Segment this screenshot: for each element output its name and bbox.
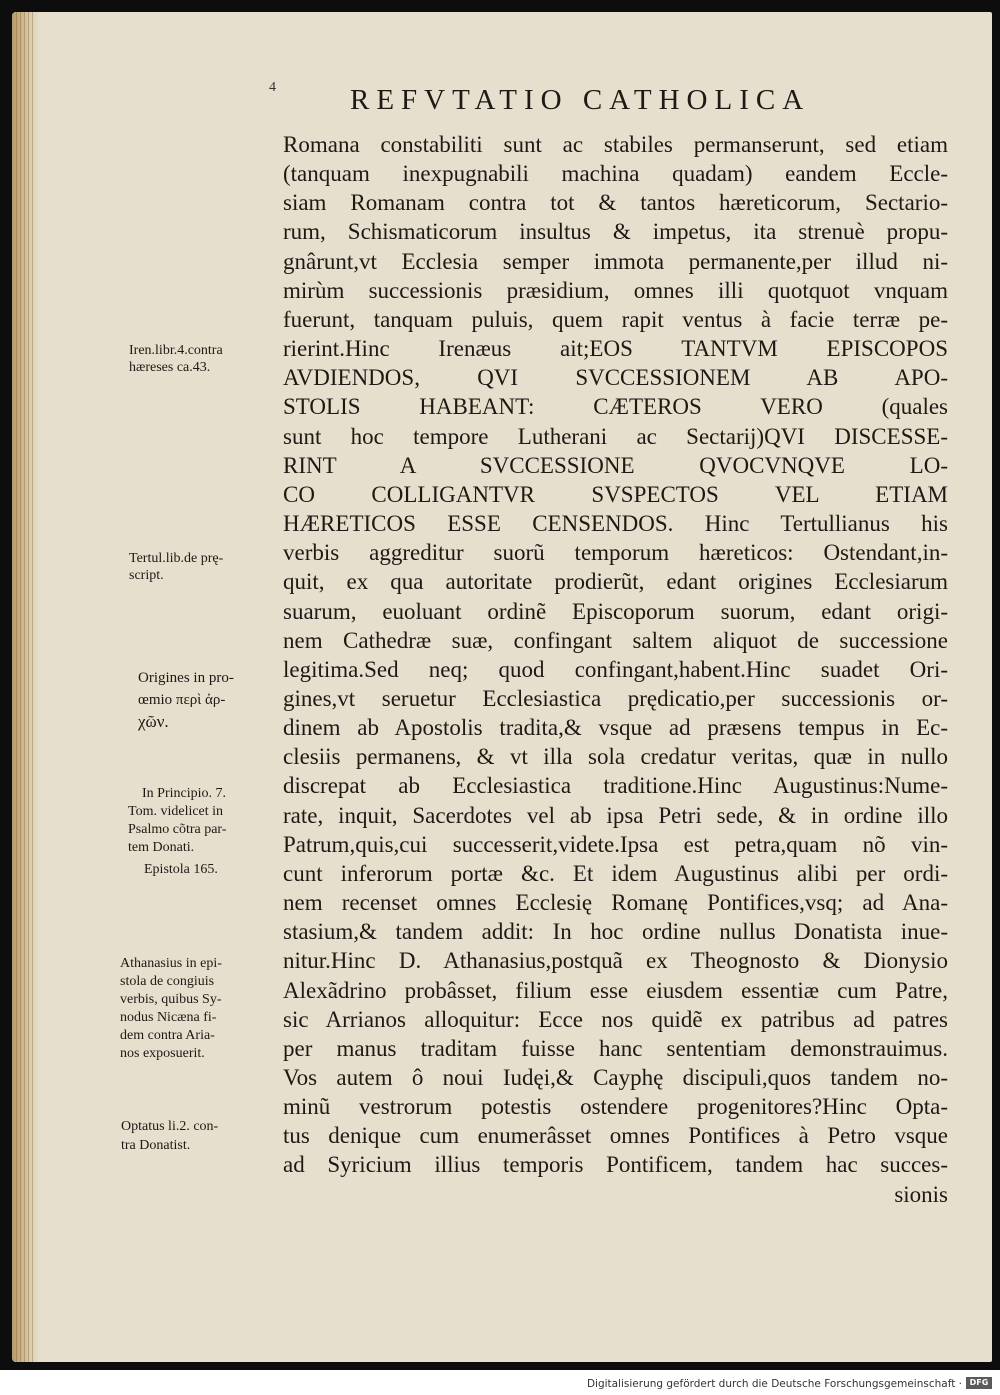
body-line: nitur.Hinc D. Athanasius,postquã ex Theognosto & Dionysio — [283, 948, 948, 974]
body-line: Patrum,quis,cui successerit,videte.Ipsa est petra,quam nõ vin- — [283, 831, 948, 857]
funding-credit: Digitalisierung gefördert durch die Deutsche Forschungsgemeinschaft · — [586, 1378, 962, 1390]
note-line: Optatus li.2. con- — [121, 1119, 219, 1134]
body-line: Vos autem ô noui Iudęi,& Cayphę discipuli,quos tandem no- — [283, 1065, 948, 1090]
body-line: verbis aggreditur suorũ temporum hæreticos: Ostendant,in- — [283, 540, 948, 566]
note-line: In Principio. 7. — [142, 786, 226, 801]
main-text-block — [283, 130, 948, 1209]
body-line: AVDIENDOS, QVI SVCCESSIONEM AB APO- — [283, 365, 948, 391]
body-line: cunt inferorum portæ &c. Et idem Augustinus alibi per ordi- — [283, 860, 948, 886]
note-line: nodus Nicæna fi- — [120, 1010, 217, 1025]
body-line: nem recenset omnes Ecclesię Romanę Pontifices,vsq; ad Ana- — [283, 890, 948, 916]
body-line: nem Cathedræ suæ, confingant saltem aliquot de successione — [283, 627, 948, 653]
body-line: discrepat ab Ecclesiastica traditione.Hinc Augustinus:Nume- — [283, 773, 948, 799]
note-line: nos exposuerit. — [120, 1046, 205, 1061]
note-line: verbis, quibus Sy- — [120, 992, 222, 1007]
running-head: REFVTATIO CATHOLICA — [350, 84, 811, 116]
note-line: Iren.libr.4.contra — [129, 343, 223, 358]
body-line: quit, ex qua autoritate prodierũt, edant origines Ecclesiarum — [283, 569, 948, 595]
body-line: RINT A SVCCESSIONE QVOCVNQVE LO- — [283, 452, 948, 478]
margin-note-irenaeus — [129, 342, 223, 376]
body-line: Romana constabiliti sunt ac stabiles permanserunt, sed etiam — [283, 132, 948, 157]
note-line: Tom. videlicet in — [128, 804, 224, 819]
body-line: fuerunt, tanquam puluis, quem rapit ventus à facie terræ pe- — [283, 306, 948, 332]
body-line: sic Arrianos alloquitur: Ecce nos quidẽ ex patribus ad patres — [283, 1006, 948, 1032]
body-line: rierint.Hinc Irenæus ait;EOS TANTVM EPISCOPOS — [283, 336, 948, 362]
note-line: Origines in pro- — [138, 670, 234, 686]
margin-note-athanasius — [120, 955, 222, 1063]
note-line: Epistola 165. — [144, 862, 218, 877]
body-line: stasium,& tandem addit: In hoc ordine nullus Donatista inue- — [283, 919, 948, 945]
margin-note-origen — [138, 667, 234, 733]
note-line: Athanasius in epi- — [120, 956, 222, 971]
body-line: mirùm successionis præsidium, omnes illi quotquot vnquam — [283, 277, 948, 303]
body-line: Alexãdrino probâsset, filium esse eiusdem essentiæ cum Patre, — [283, 977, 948, 1003]
body-line: STOLIS HABEANT: CÆTEROS VERO (quales — [283, 394, 948, 420]
page-edge-lines — [16, 12, 34, 1362]
note-line: χῶν. — [138, 712, 169, 731]
body-line: minũ vestrorum potestis ostendere progenitores?Hinc Opta- — [283, 1094, 948, 1120]
body-line: gines,vt seruetur Ecclesiastica prędicatio,per successionis or- — [283, 685, 948, 711]
dfg-logo: DFG — [966, 1377, 992, 1389]
body-line: clesiis permanens, & vt illa sola credatur veritas, quæ in nullo — [283, 744, 948, 770]
body-line: CO COLLIGANTVR SVSPECTOS VEL ETIAM — [283, 481, 948, 507]
body-line: sunt hoc tempore Lutherani ac Sectarij)QVI DISCESSE- — [283, 423, 948, 449]
body-line: ad Syricium illius temporis Pontificem, tandem hac succes- — [283, 1152, 948, 1178]
note-line: tem Donati. — [128, 840, 195, 855]
note-line: Psalmo cõtra par- — [128, 822, 227, 837]
body-line: rate, inquit, Sacerdotes vel ab ipsa Petri sede, & in ordine illo — [283, 802, 948, 828]
note-line: dem contra Aria- — [120, 1028, 215, 1043]
body-line: gnârunt,vt Ecclesia semper immota permanente,per illud ni- — [283, 248, 948, 274]
body-line: siam Romanam contra tot & tantos hæreticorum, Sectario- — [283, 190, 948, 216]
margin-note-augustine — [128, 785, 226, 879]
body-line: rum, Schismaticorum insultus & impetus, ita strenuè propu- — [283, 219, 948, 245]
page-mark: 4 — [269, 80, 276, 95]
margin-note-tertullian — [129, 550, 223, 584]
note-line: tra Donatist. — [121, 1138, 191, 1153]
body-line: legitima.Sed neq; quod confingant,habent.Hinc suadet Ori- — [283, 656, 948, 682]
body-line: suarum, euoluant ordinẽ Episcoporum suorum, edant origi- — [283, 598, 948, 624]
note-line: hæreses ca.43. — [129, 360, 211, 375]
margin-note-optatus — [121, 1117, 218, 1155]
body-line: dinem ab Apostolis tradita,& vsque ad præsens tempus in Ec- — [283, 715, 948, 741]
body-line: tus denique cum enumerâsset omnes Pontifices à Petro vsque — [283, 1123, 948, 1149]
body-line: sionis — [894, 1181, 948, 1207]
note-line: script. — [129, 568, 164, 583]
note-line: œmio περὶ ἀρ- — [138, 692, 226, 708]
footer-bar — [0, 1370, 1000, 1395]
body-line: per manus traditam fuisse hanc sententiam demonstrauimus. — [283, 1035, 948, 1061]
note-line: Tertul.lib.de prę- — [129, 551, 224, 566]
body-line: (tanquam inexpugnabili machina quadam) eandem Eccle- — [283, 161, 948, 187]
body-line: HÆRETICOS ESSE CENSENDOS. Hinc Tertullianus his — [283, 511, 948, 537]
note-line: stola de congiuis — [120, 974, 215, 989]
